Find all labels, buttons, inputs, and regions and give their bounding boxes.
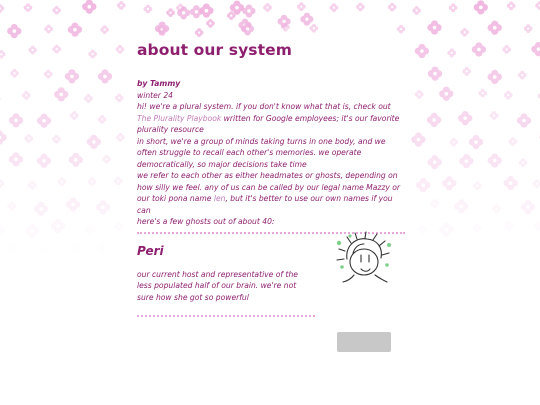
flower-icon (100, 25, 109, 34)
flower-icon (488, 153, 502, 167)
flower-icon (504, 91, 513, 100)
flower-icon (8, 244, 17, 253)
naming-text-start: we refer to each other as either headmates or ghosts, depending on how silly we feel. any of us can be called by our legal name Mazzy or our toki pona name (137, 171, 401, 203)
flower-icon (532, 179, 540, 188)
flower-icon (473, 223, 482, 232)
flower-icon (478, 89, 487, 98)
flower-icon (329, 3, 338, 12)
ghosts-intro: here's a few ghosts out of about 40: (137, 217, 275, 226)
flower-icon (65, 69, 79, 83)
flower-icon (428, 67, 442, 81)
flower-icon (449, 138, 458, 147)
flower-icon (166, 8, 175, 17)
flower-icon (68, 22, 82, 36)
flower-icon (518, 71, 527, 80)
flower-icon (84, 94, 93, 103)
flower-icon (98, 243, 107, 252)
flower-icon (115, 222, 124, 231)
flower-icon (52, 6, 61, 15)
flower-icon (69, 153, 83, 167)
flower-icon (54, 87, 68, 101)
flower-icon (439, 223, 453, 237)
flower-icon (427, 20, 441, 34)
flower-icon (458, 111, 472, 125)
flower-icon (415, 90, 424, 99)
flower-icon (37, 114, 51, 128)
flower-icon (517, 113, 531, 127)
flower-icon (44, 25, 53, 34)
flower-icon (0, 225, 4, 234)
flower-icon (462, 67, 471, 76)
flower-icon (44, 70, 53, 79)
flower-icon (531, 42, 540, 56)
about-page (137, 40, 405, 346)
flower-icon (28, 181, 37, 190)
flower-icon (439, 87, 453, 101)
flower-icon (206, 19, 215, 28)
flower-icon (469, 135, 483, 149)
flower-icon (263, 3, 272, 12)
flower-icon (114, 177, 123, 186)
intro-paragraph (137, 101, 405, 136)
plurality-playbook-link[interactable]: The Plurality Playbook (137, 113, 222, 123)
flower-icon (87, 135, 101, 149)
flower-icon (88, 50, 97, 59)
flower-icon (492, 204, 501, 213)
flower-icon (0, 179, 4, 188)
flower-icon (195, 28, 204, 37)
flower-icon (0, 50, 6, 59)
flower-icon (0, 94, 1, 103)
flower-icon (505, 221, 514, 230)
member-card-peri (137, 243, 405, 307)
flower-icon (449, 3, 458, 12)
flower-icon (115, 94, 124, 103)
flower-icon (116, 45, 125, 54)
byline: by Tammy (137, 79, 181, 88)
naming-paragraph (137, 170, 405, 216)
flower-icon (416, 178, 430, 192)
flower-icon (454, 199, 468, 213)
next-member-preview (137, 326, 405, 346)
flower-icon (412, 6, 421, 15)
flower-icon (524, 24, 533, 33)
flower-icon (309, 24, 318, 33)
section-divider-short (137, 315, 315, 317)
flower-icon (98, 69, 112, 83)
flower-icon (0, 4, 4, 13)
flower-icon (356, 3, 365, 12)
flower-icon (0, 130, 7, 144)
flower-icon (472, 42, 486, 56)
flower-icon (507, 1, 516, 10)
flower-icon (52, 45, 61, 54)
flower-icon (418, 225, 427, 234)
flower-icon (190, 5, 203, 18)
flower-icon (41, 245, 50, 254)
flower-icon (534, 222, 540, 231)
flower-icon (51, 219, 65, 233)
flower-icon (98, 115, 107, 124)
flower-icon (9, 113, 23, 127)
flower-icon (460, 28, 469, 37)
member-name: Peri (137, 243, 164, 258)
toki-pona-name-link[interactable]: len (213, 194, 226, 203)
flower-icon (116, 133, 125, 142)
flower-icon (430, 199, 439, 208)
member-description: our current host and representative of the less populated half of our brain. we're not sure how she got so powerful (137, 269, 298, 302)
intro-text-end: written for Google employees; it's our favorite plurality resource (137, 113, 400, 134)
flower-icon (508, 137, 517, 146)
naming-text-end: , but it's better to use our own names if you can (137, 194, 393, 215)
next-member-portrait-icon (337, 332, 391, 352)
peri-portrait-icon (333, 231, 395, 283)
flower-icon (96, 200, 110, 214)
flower-icon (82, 0, 96, 14)
flower-icon (504, 176, 518, 190)
flower-icon (297, 2, 306, 11)
flower-icon (428, 155, 442, 169)
flower-icon (388, 3, 397, 12)
flower-icon (28, 46, 37, 55)
flower-icon (488, 21, 502, 35)
flower-icon (84, 225, 93, 234)
flower-icon (117, 1, 126, 10)
flower-icon (442, 176, 456, 190)
flower-icon (22, 91, 31, 100)
flower-icon (397, 25, 406, 34)
season-label: winter 24 (137, 90, 173, 100)
flower-icon (502, 45, 511, 54)
flower-icon (242, 4, 255, 17)
flower-icon (10, 69, 19, 78)
flower-icon (7, 202, 16, 211)
flower-icon (427, 113, 441, 127)
flower-icon (411, 132, 425, 146)
flower-icon (70, 111, 79, 120)
flower-icon (37, 154, 51, 168)
page-title: about our system (137, 41, 292, 59)
flower-icon (474, 0, 488, 14)
flower-icon (34, 202, 48, 216)
flower-icon (24, 134, 33, 143)
flower-icon (88, 177, 97, 186)
flower-icon (535, 1, 540, 10)
flower-icon (57, 177, 66, 186)
flower-icon (24, 3, 33, 12)
flower-icon (66, 197, 80, 211)
flower-icon (519, 158, 528, 167)
flower-icon (25, 224, 39, 238)
flower-icon (488, 70, 502, 84)
flower-icon (300, 13, 313, 26)
flower-icon (7, 24, 21, 38)
flower-icon (52, 135, 61, 144)
flower-icon (447, 48, 456, 57)
flower-icon (415, 44, 429, 58)
flower-icon (143, 5, 152, 14)
summary-paragraph: in short, we're a group of minds taking turns in one body, and we often struggle to recall each other's memories. we operate democratically, so major decisions take time (137, 136, 386, 169)
flower-icon (459, 154, 473, 168)
flower-icon (490, 111, 499, 120)
flower-icon (9, 152, 23, 166)
intro-text-start: hi! we're a plural system. if you don't know what that is, check out (137, 102, 391, 111)
flower-icon (102, 155, 111, 164)
flower-icon (521, 200, 535, 214)
flower-icon (72, 244, 81, 253)
flower-icon (473, 181, 482, 190)
